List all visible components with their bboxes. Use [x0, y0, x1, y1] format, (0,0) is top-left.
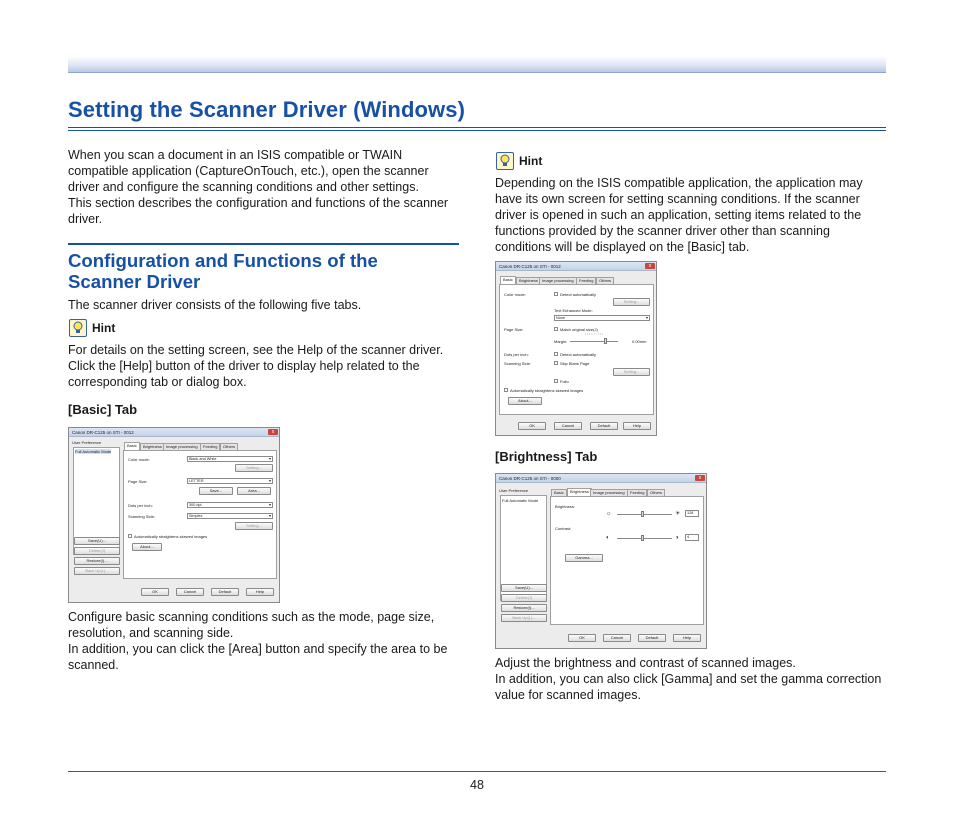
- brightness-high-icon: ☀: [675, 511, 681, 517]
- scanning-side-select[interactable]: Simplex ▾: [187, 513, 273, 519]
- match-original-checkbox[interactable]: [554, 327, 558, 331]
- dialog-title: Canon DR-C125 on STI - 0012 x: [69, 428, 279, 437]
- brightness-tab-panel: Brightness: ☼ ☀ 128 Contrast: ◐ ◑ 4 Gamma...: [550, 496, 704, 625]
- title-rule: [68, 127, 886, 131]
- section-intro: The scanner driver consists of the following five tabs.: [68, 298, 362, 312]
- brightness-slider-knob[interactable]: [641, 511, 644, 517]
- contrast-slider[interactable]: [617, 538, 672, 539]
- brightness-value-field[interactable]: 128: [685, 510, 699, 517]
- straighten-checkbox[interactable]: [504, 388, 508, 392]
- intro-paragraph: When you scan a document in an ISIS compatible or TWAIN compatible application (CaptureOnTouch, etc.), open the scanner driver and configure the scanning conditions and other settings. This section describes the configuration and functions of the scanner driver.: [68, 148, 449, 227]
- contrast-low-icon: ◐: [606, 535, 610, 541]
- straighten-checkbox[interactable]: [128, 534, 132, 538]
- delete-preference-button[interactable]: Delete(J): [501, 594, 547, 602]
- tab-brightness[interactable]: Brightness: [567, 488, 592, 496]
- save-preference-button[interactable]: Save(U)...: [501, 584, 547, 592]
- cancel-button[interactable]: Cancel: [554, 422, 582, 430]
- user-preference-label: User Preference: [72, 440, 102, 445]
- brightness-tab-description: Adjust the brightness and contrast of scanned images. In addition, you can also click [Gamma] and set the gamma correction value for scanned images.: [495, 656, 882, 703]
- detect-auto-checkbox[interactable]: [554, 292, 558, 296]
- brightness-tab-screenshot: [495, 473, 707, 649]
- close-icon: x: [695, 475, 705, 481]
- brightness-slider[interactable]: [617, 514, 672, 515]
- delete-preference-button[interactable]: Delete(J): [74, 547, 120, 555]
- contrast-high-icon: ◑: [675, 535, 679, 541]
- isis-basic-panel: Color mode: Detect automatically Setting... Text Enhanced Mode: None ▾ Page Size: Match original size(J) ::::::::: Margin: 0.00mm Dots per inch: Detect automatically Scanning Side: Skip Blank Page Setting... Folio Automatically straightens skewed images About...: [499, 284, 654, 415]
- basic-tab-heading: [Basic] Tab: [68, 402, 138, 417]
- save-preference-button[interactable]: Save(U)...: [74, 537, 120, 545]
- footer-rule: [68, 771, 886, 772]
- tab-basic[interactable]: Basic: [124, 442, 140, 450]
- hint-block-1: [69, 319, 115, 337]
- skip-blank-checkbox[interactable]: [554, 361, 558, 365]
- area-button[interactable]: Area...: [237, 487, 271, 495]
- hint-label: Hint: [519, 154, 543, 168]
- page-title: Setting the Scanner Driver (Windows): [68, 97, 466, 122]
- dots-detect-checkbox[interactable]: [554, 352, 558, 356]
- margin-slider-knob[interactable]: [604, 338, 607, 344]
- basic-tab-description: Configure basic scanning conditions such as the mode, page size, resolution, and scanning side. In addition, you can click the [Area] button and specify the area to be scanned.: [68, 610, 448, 673]
- user-preference-list[interactable]: Full Automatic Mode: [500, 495, 547, 601]
- side-setting-button[interactable]: Setting...: [235, 522, 273, 530]
- ok-button[interactable]: OK: [141, 588, 169, 596]
- help-button[interactable]: Help: [246, 588, 274, 596]
- tab-others[interactable]: Others: [647, 489, 665, 496]
- user-preference-list[interactable]: Full Automatic Mode: [73, 447, 120, 555]
- backup-preference-button[interactable]: Back Up(L)...: [74, 567, 120, 575]
- tab-image-processing[interactable]: Image processing: [590, 489, 628, 496]
- gamma-button[interactable]: Gamma...: [565, 554, 603, 562]
- contrast-slider-knob[interactable]: [641, 535, 644, 541]
- tab-others[interactable]: Others: [596, 277, 614, 284]
- text-enhanced-select[interactable]: None ▾: [554, 315, 650, 321]
- page-save-button[interactable]: Save...: [199, 487, 233, 495]
- setting-button[interactable]: Setting...: [235, 464, 273, 472]
- ok-button[interactable]: OK: [518, 422, 546, 430]
- close-icon: x: [645, 263, 655, 269]
- backup-preference-button[interactable]: Back Up(L)...: [501, 614, 547, 622]
- help-button[interactable]: Help: [673, 634, 701, 642]
- cancel-button[interactable]: Cancel: [603, 634, 631, 642]
- setting-button[interactable]: Setting...: [613, 298, 650, 306]
- tab-image-processing[interactable]: Image processing: [539, 277, 577, 284]
- margin-scale: :::::::::: [585, 331, 605, 336]
- help-button[interactable]: Help: [623, 422, 651, 430]
- lightbulb-icon: [69, 319, 87, 337]
- dialog-title: Canon DR-C125 on STI - 0012 x: [496, 262, 656, 271]
- default-button[interactable]: Default: [211, 588, 239, 596]
- basic-tab-panel: Color mode: Black and White ▾ Setting... Page Size: LETTER ▾ Save... Area... Dots per inch: 300 dpi ▾ Scanning Side: Simplex ▾ Setting... Automatically straightens skewed images About...: [123, 450, 277, 579]
- tab-feeding[interactable]: Feeding: [200, 443, 220, 450]
- tab-others[interactable]: Others: [220, 443, 238, 450]
- page-size-select[interactable]: LETTER ▾: [187, 478, 273, 484]
- about-button[interactable]: About...: [132, 543, 162, 551]
- isis-basic-tab-screenshot: [495, 261, 657, 436]
- tab-feeding[interactable]: Feeding: [576, 277, 596, 284]
- hint-text-2: Depending on the ISIS compatible application, the application may have its own screen for setting scanning conditions. If the scanner driver is opened in such an application, setting items related to the functions provided by the scanner driver other than scanning conditions will be displayed on the [Basic] tab.: [495, 176, 863, 255]
- tab-basic[interactable]: Basic: [551, 489, 567, 496]
- default-button[interactable]: Default: [590, 422, 618, 430]
- tab-brightness[interactable]: Brightness: [140, 443, 165, 450]
- dots-per-inch-select[interactable]: 300 dpi ▾: [187, 502, 273, 508]
- tab-brightness[interactable]: Brightness: [516, 277, 541, 284]
- page-number: 48: [470, 778, 484, 792]
- close-icon: x: [268, 429, 278, 435]
- basic-tab-screenshot: [68, 427, 280, 603]
- cancel-button[interactable]: Cancel: [176, 588, 204, 596]
- brightness-tab-heading: [Brightness] Tab: [495, 449, 598, 464]
- tab-image-processing[interactable]: Image processing: [163, 443, 201, 450]
- lightbulb-icon: [496, 152, 514, 170]
- hint-text-1: For details on the setting screen, see the Help of the scanner driver. Click the [Help] button of the driver to display help related to the corresponding tab or dialog box.: [68, 343, 444, 390]
- section-heading: Configuration and Functions of the Scanner Driver: [68, 250, 378, 292]
- folio-checkbox[interactable]: [554, 379, 558, 383]
- default-button[interactable]: Default: [638, 634, 666, 642]
- user-preference-label: User Preference: [499, 488, 529, 493]
- ok-button[interactable]: OK: [568, 634, 596, 642]
- hint-label: Hint: [92, 321, 116, 335]
- brightness-low-icon: ☼: [606, 511, 612, 517]
- side-setting-button[interactable]: Setting...: [613, 368, 650, 376]
- tab-basic[interactable]: Basic: [500, 276, 516, 284]
- dialog-title: Canon DR-C125 on STI - 0000 x: [496, 474, 706, 483]
- tab-feeding[interactable]: Feeding: [627, 489, 647, 496]
- color-mode-select[interactable]: Black and White ▾: [187, 456, 273, 462]
- contrast-value-field[interactable]: 4: [685, 534, 699, 541]
- section-heading-rule: [68, 243, 459, 245]
- margin-slider[interactable]: [570, 341, 618, 342]
- header-band: [68, 56, 886, 73]
- about-button[interactable]: About...: [508, 397, 542, 405]
- hint-block-2: [496, 152, 542, 170]
- restore-preference-button[interactable]: Restore(I)...: [501, 604, 547, 612]
- restore-preference-button[interactable]: Restore(I)...: [74, 557, 120, 565]
